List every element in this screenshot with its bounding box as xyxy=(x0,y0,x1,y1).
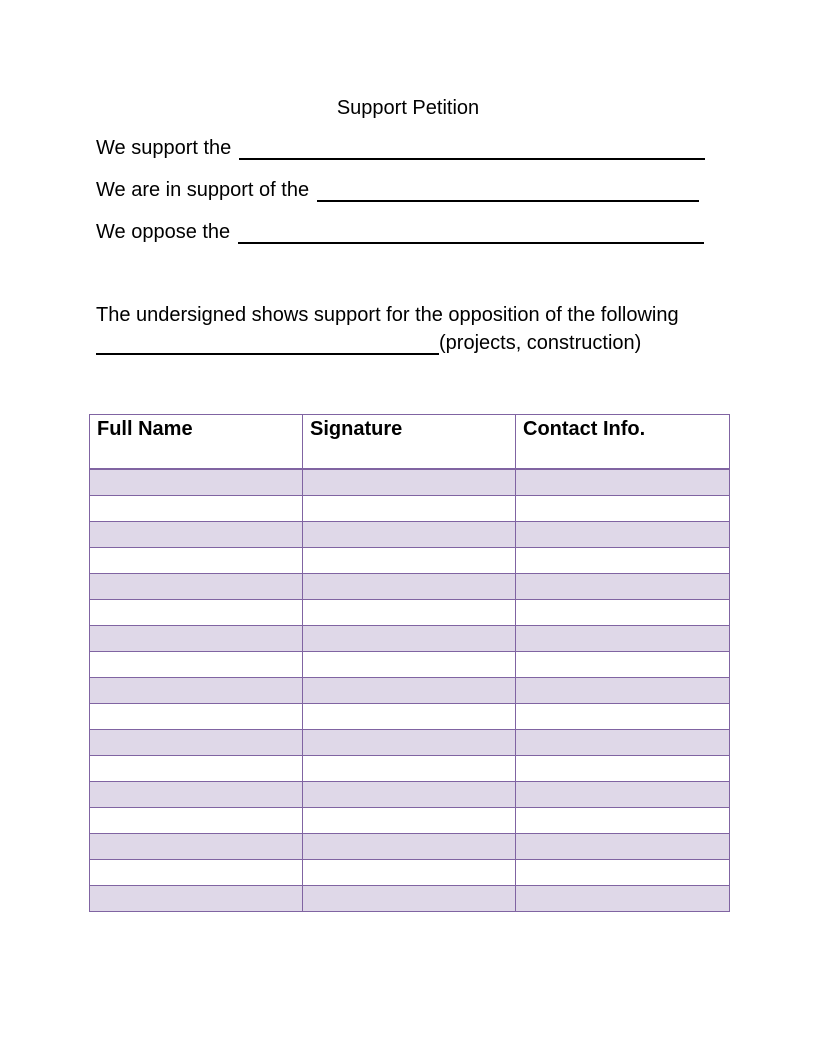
table-row xyxy=(90,860,730,886)
signature-table xyxy=(89,414,730,912)
full-name-cell[interactable] xyxy=(90,600,303,626)
signature-cell[interactable] xyxy=(303,652,516,678)
signature-cell[interactable] xyxy=(303,834,516,860)
contact-info-cell[interactable] xyxy=(516,834,730,860)
contact-info-cell[interactable] xyxy=(516,522,730,548)
header-signature: Signature xyxy=(303,415,516,470)
header-full-name: Full Name xyxy=(90,415,303,470)
signature-cell[interactable] xyxy=(303,808,516,834)
projects-line-blank[interactable] xyxy=(96,333,439,355)
contact-info-cell[interactable] xyxy=(516,860,730,886)
table-row xyxy=(90,730,730,756)
support-line-label: We support the xyxy=(96,137,232,159)
full-name-cell[interactable] xyxy=(90,860,303,886)
signature-cell[interactable] xyxy=(303,548,516,574)
signature-cell[interactable] xyxy=(303,496,516,522)
full-name-cell[interactable] xyxy=(90,730,303,756)
full-name-cell[interactable] xyxy=(90,522,303,548)
signature-cell[interactable] xyxy=(303,626,516,652)
full-name-cell[interactable] xyxy=(90,574,303,600)
table-row xyxy=(90,548,730,574)
contact-info-cell[interactable] xyxy=(516,600,730,626)
table-row xyxy=(90,782,730,808)
signature-cell[interactable] xyxy=(303,574,516,600)
contact-info-cell[interactable] xyxy=(516,678,730,704)
full-name-cell[interactable] xyxy=(90,548,303,574)
signature-cell[interactable] xyxy=(303,756,516,782)
in-support-line xyxy=(96,179,699,202)
projects-line xyxy=(96,332,641,355)
contact-info-cell[interactable] xyxy=(516,469,730,496)
full-name-cell[interactable] xyxy=(90,678,303,704)
oppose-line xyxy=(96,221,704,244)
table-row xyxy=(90,834,730,860)
full-name-cell[interactable] xyxy=(90,808,303,834)
signature-cell[interactable] xyxy=(303,522,516,548)
in-support-line-blank[interactable] xyxy=(317,180,699,202)
full-name-cell[interactable] xyxy=(90,652,303,678)
projects-line-label: (projects, construction) xyxy=(439,332,642,354)
undersigned-paragraph: The undersigned shows support for the opposition of the following xyxy=(96,304,679,326)
page-title: Support Petition xyxy=(336,97,480,119)
table-row xyxy=(90,704,730,730)
full-name-cell[interactable] xyxy=(90,782,303,808)
table-header-row xyxy=(90,415,730,470)
contact-info-cell[interactable] xyxy=(516,626,730,652)
signature-rows xyxy=(90,469,730,912)
table-row xyxy=(90,574,730,600)
table-row xyxy=(90,756,730,782)
contact-info-cell[interactable] xyxy=(516,730,730,756)
full-name-cell[interactable] xyxy=(90,469,303,496)
signature-cell[interactable] xyxy=(303,600,516,626)
table-row xyxy=(90,652,730,678)
table-row xyxy=(90,886,730,912)
table-row xyxy=(90,808,730,834)
table-row xyxy=(90,496,730,522)
oppose-line-label: We oppose the xyxy=(96,221,231,243)
table-row xyxy=(90,469,730,496)
contact-info-cell[interactable] xyxy=(516,782,730,808)
contact-info-cell[interactable] xyxy=(516,808,730,834)
contact-info-cell[interactable] xyxy=(516,548,730,574)
in-support-line-label: We are in support of the xyxy=(96,179,310,201)
full-name-cell[interactable] xyxy=(90,704,303,730)
contact-info-cell[interactable] xyxy=(516,886,730,912)
contact-info-cell[interactable] xyxy=(516,574,730,600)
full-name-cell[interactable] xyxy=(90,626,303,652)
contact-info-cell[interactable] xyxy=(516,756,730,782)
signature-cell[interactable] xyxy=(303,782,516,808)
support-line xyxy=(96,137,705,160)
signature-cell[interactable] xyxy=(303,678,516,704)
signature-cell[interactable] xyxy=(303,469,516,496)
support-line-blank[interactable] xyxy=(239,138,705,160)
signature-cell[interactable] xyxy=(303,886,516,912)
full-name-cell[interactable] xyxy=(90,886,303,912)
full-name-cell[interactable] xyxy=(90,756,303,782)
table-row xyxy=(90,678,730,704)
table-row xyxy=(90,522,730,548)
table-row xyxy=(90,600,730,626)
signature-cell[interactable] xyxy=(303,860,516,886)
contact-info-cell[interactable] xyxy=(516,704,730,730)
signature-cell[interactable] xyxy=(303,704,516,730)
table-row xyxy=(90,626,730,652)
contact-info-cell[interactable] xyxy=(516,652,730,678)
full-name-cell[interactable] xyxy=(90,834,303,860)
contact-info-cell[interactable] xyxy=(516,496,730,522)
full-name-cell[interactable] xyxy=(90,496,303,522)
oppose-line-blank[interactable] xyxy=(238,222,704,244)
signature-cell[interactable] xyxy=(303,730,516,756)
header-contact-info: Contact Info. xyxy=(516,415,730,470)
